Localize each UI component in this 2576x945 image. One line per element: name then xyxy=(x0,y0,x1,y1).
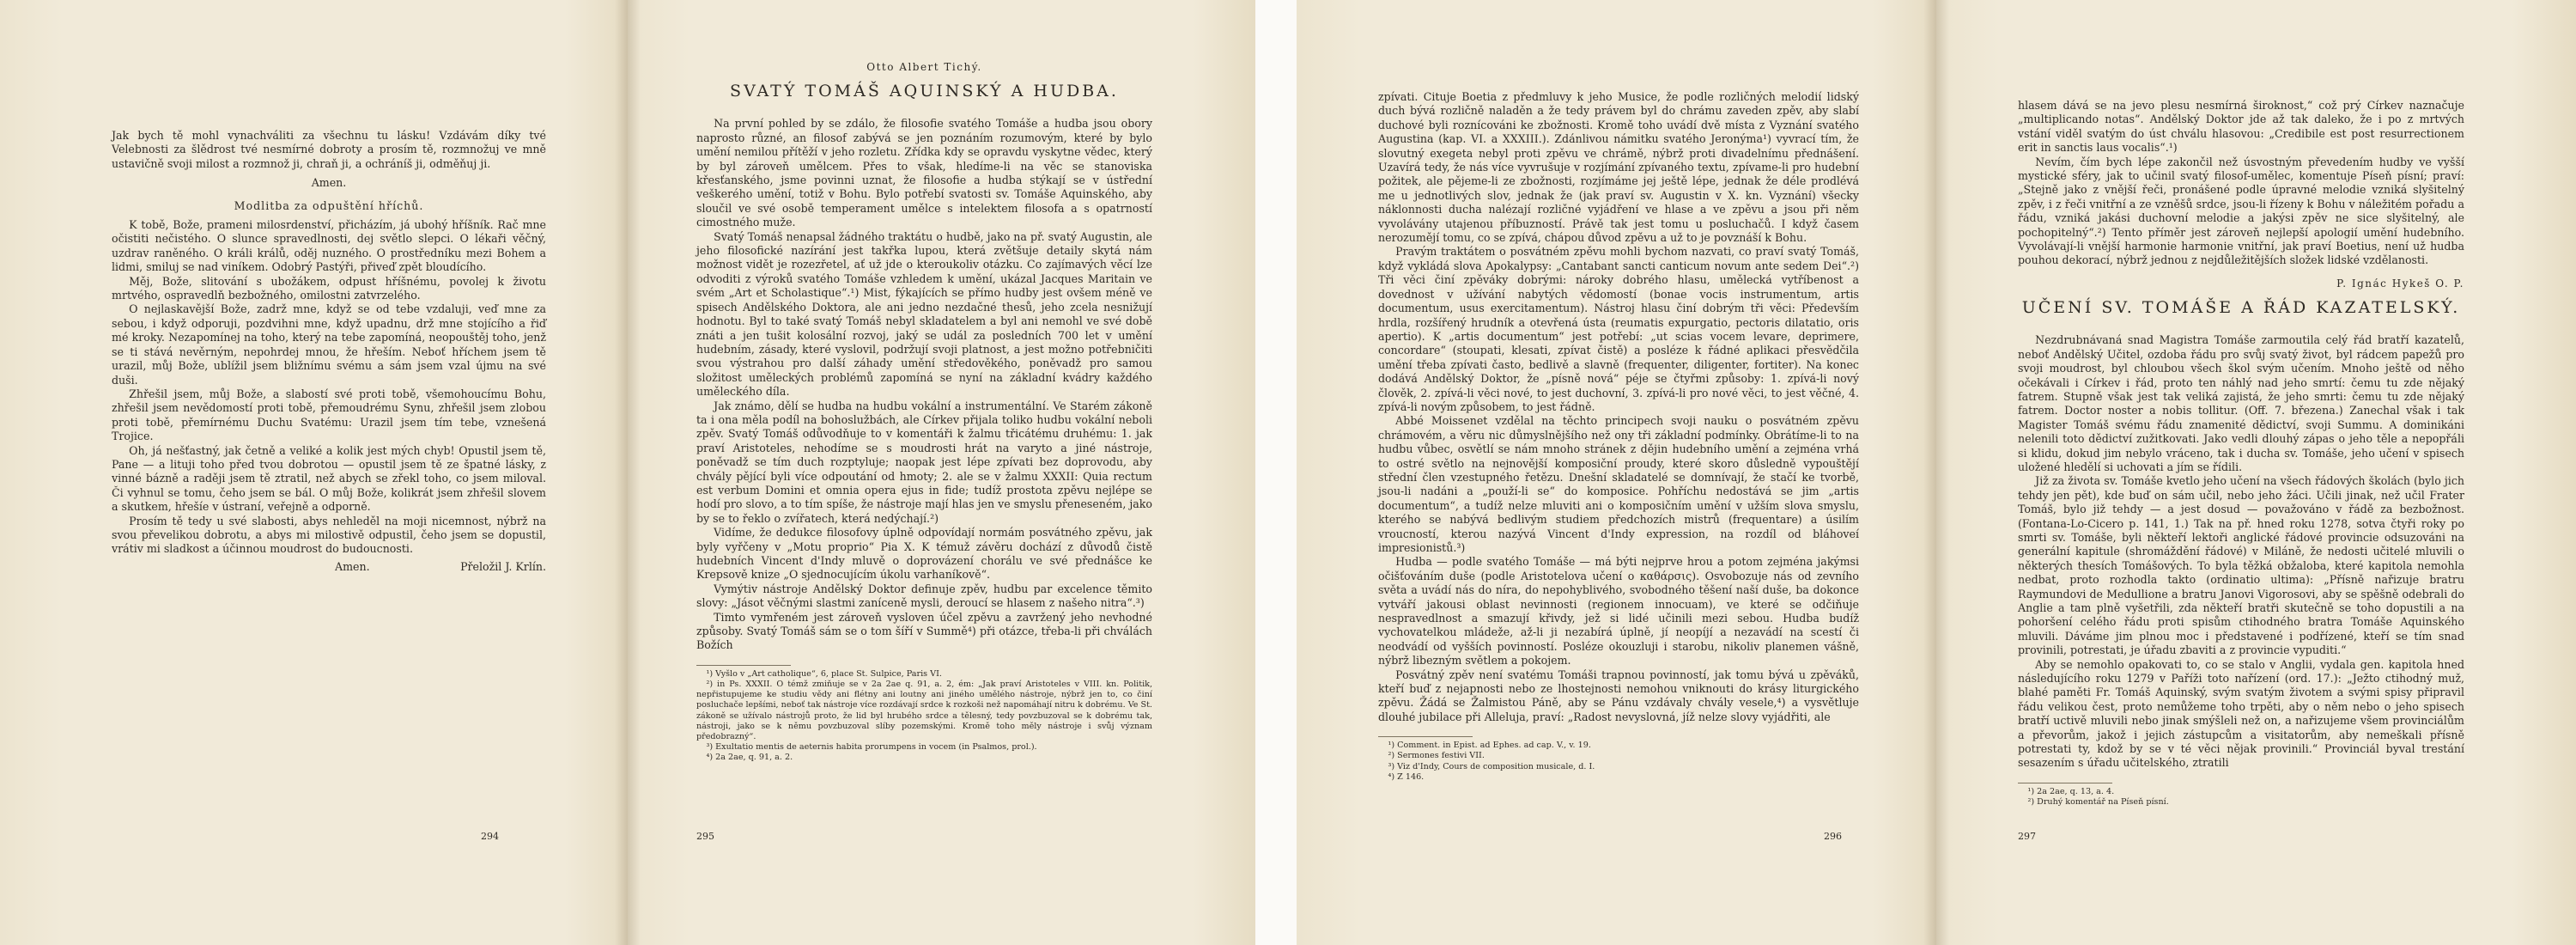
section-subhead: Modlitba za odpuštění hříchů. xyxy=(234,198,424,212)
footnotes xyxy=(1378,733,1859,783)
prayer-paragraph: Jak bych tě mohl vynachváliti za všechnu tu lásku! Vzdávám díky tvé Velebnosti za šlědrost tvé nesmírné dobroty a prosím tě, rozmnožuj ve mně ustavičně svoji milost a rozmnož ji, chraň ji, a ochráníš ji, odměňuj ji. xyxy=(112,129,546,170)
article-title: SVATÝ TOMÁŠ AQUINSKÝ A HUDBA. xyxy=(730,82,1119,101)
footnote: ⁴) 2a 2ae, q. 91, a. 2. xyxy=(706,753,793,763)
article-author: Otto Albert Tichý. xyxy=(866,61,982,73)
prayer-paragraph: Měj, Bože, slitování s ubožákem, odpust hříšnému, povolej k životu mrtvého, ospravedlň bezbožného, omilostni zatvrzelého. xyxy=(112,274,546,302)
signature-line xyxy=(112,560,546,574)
article-title: UČENÍ SV. TOMÁŠE A ŘÁD KAZATELSKÝ. xyxy=(2021,298,2461,318)
article-author: P. Ignác Hykeš O. P. xyxy=(2336,277,2464,290)
book-fold-shadow xyxy=(615,0,641,945)
prayer-paragraph: O nejlaskavější Bože, zadrž mne, když se od tebe vzdaluji, veď mne za sebou, i když odporuji, pozdvihni mne, když upadnu, drž mne stojícího a řiď mé kroky. Nezapomínej na toho, který na tebe zapomíná, neopouštěj toho, jenž se ti stává nevěrným, nepohrdej mnou, že hřeším. Neboť hříchem jsem tě urazil, můj Bože, ublížil jsem bližnímu svému a sám jsem vzal újmu na své duši. xyxy=(112,302,546,387)
article-paragraph: Nevím, čím bych lépe zakončil než úsvostným převedením hudby ve vyšší mystické sféry, jak to učinil svatý filosof-umělec, komentuje Píseň písní; praví: „Stejně jako z vnější řeči, pronášené podle úpravné melodie vzniká slyšitelný zpěv, i z řeči vnitřní a ze vzněšů srdce, jsou-li řízeny k Bohu v náležitém pořadu a řádu, vzniká jakási duchovní melodie a jakýsi zpěv ne sice slyšitelný, ale pochopitelný“.²) Tento příměr jest zároveň nejlepší apologií umění hudebního. Vyvolávají-li vnější harmonie harmonie vnitřní, jak praví Boetius, není už hudba pouhou dekorací, nýbrž jednou z nejdůležitějších složek lidské vzdělanosti. xyxy=(2018,155,2464,267)
article-paragraph: hlasem dává se na jevo plesu nesmírná široknost,“ což prý Církev naznačuje „multiplicando notas“. Andělský Doktor jde až tak daleko, že i po z mrtvých vstání viděl svatým do úst chválu hlasovou: „Credibile est post resurrectionem erit in sanctis laus vocalis“.¹) xyxy=(2018,99,2464,155)
article-paragraph: Na první pohled by se zdálo, že filosofie svatého Tomáše a hudba jsou obory naprosto různé, an filosof zabývá se jen poznáním rozumovým, které by bylo umění nemilou přítěží v jeho rozletu. Zřídka kdy se opravdu vyskytne vědec, který by byl zároveň umělcem. Přes to však, hledíme-li na věc se stanoviska křesťanského, jsme povinni uznat, že filosofie a hudba stýkají se v ústřední veškerého umění, totiž v Bohu. Bylo potřebí svatosti sv. Tomáše Aquinského, aby sloučil ve své osobě temperament umělce s intelektem filosofa a s opatrností cimostného muže. xyxy=(696,117,1152,229)
article-paragraph: Nezdrubnávaná snad Magistra Tomáše zarmoutila celý řád bratří kazatelů, neboť Andělský Učitel, ozdoba řádu pro svůj svatý život, byl rádcem papežů pro svoji moudrost, byl chloubou všech škol svým učením. Mnoho ještě od něho očekávali i Církev i řád, proto ten náhlý nad jeho smrtí: čemu tu zde nějaký fatrem. Stupně však jest tak veliká zajistá, že jeho smrti: čemu tu zde nějaký fatrem. Doctor noster a nobis tollitur. (Off. 7. březena.) Zanechal však i tak Magister Tomáš svému řádu znamenité dědictví, svoji Summu. A dominikáni nelenili toto dědictví zužitkovati. Jako vedli dlouhý zápas o jeho těle a nepopřáli si klidu, dokud jim nebylo vráceno, tak i ducha sv. Tomáše, jeho učení v spisech uložené hledělí si uchovati a jím se řídili. xyxy=(2018,333,2464,473)
prayer-paragraph: Zhřešil jsem, můj Bože, a slabostí své proti tobě, všemohoucímu Bohu, zhřešil jsem nevědomostí proti tobě, přemoudrému Synu, zhřešil jsem zlobou proti tobě, přemírnému Duchu Svatému: Urazil jsem tím tebe, vznešená Trojice. xyxy=(112,387,546,443)
page-295 xyxy=(628,0,1255,945)
page-297 xyxy=(1936,0,2576,945)
page-number: 294 xyxy=(481,830,499,842)
article-paragraph: Hudba — podle svatého Tomáše — má býti nejprve hrou a potom zejména jakýmsi očišťováním duše (podle Aristotelova učení o καθάρσις). Osvobozuje nás od zevního světa a uvádí nás do níra, do nepohyblivého, svobodného těšení naší duše, ba dokonce vytváří jakousi oblast nevinnosti (regionem innocuam), ve které se odčiňuje nespravedlnost a smazují křivdy, jež si lidé učinili mezi sebou. Hudba budíž vychovatelkou mládeže, až-li ji nezabírá úplně, jí neopíjí a nezavádí na scestí či neodvádí od vyšších povinností. Posléze okouzluji i starobu, nikoliv planemen vášně, nýbrž libezným světlem a pokojem. xyxy=(1378,555,1859,668)
prayer-paragraph: Oh, já nešťastný, jak četně a veliké a kolik jest mých chyb! Opustil jsem tě, Pane — a lituji toho před tvou dobrotou — opustil jsem tě ze špatné lásky, z vinné bázně a raději jsem tě ztratil, než abych se zřekl toho, co jsem miloval. Či vyhnul se tomu, čeho jsem se bál. O můj Bože, kolikrát jsem zhřešil slovem a skutkem, hřešíe v ústraní, veřejně a odporně. xyxy=(112,443,546,514)
footnote: ²) in Ps. XXXII. O témž zmiňuje se v 2a 2ae q. 91, a. 2, ém: „Jak praví Aristoteles v VIII. kn. Politik, nepřistupujeme ke studiu vědy ani flétny ani loutny ani jiného umělého nástroje, nýbrž jen to, co činí posluchače lepšími, neboť tak nástroje více rozdávají srdce k rozkoši než napomáhají nitru k dobrému. Ve St. zákoně se užívalo nástrojů proto, že lid byl hrubého srdce a tělesný, tedy povzbuzoval se k dobrému tak, nástroji, jako se k němu povzbuzoval slíby pozemskými. Kromě toho měly nástroje i svůj význam předobrazný“. xyxy=(696,680,1152,742)
amen-text: Amen. xyxy=(335,559,370,573)
article-paragraph: Pravým traktátem o posvátném zpěvu mohli bychom nazvati, co praví svatý Tomáš, když vykládá slova Apokalypsy: „Cantabant sancti canticum novum ante sedem Dei“.²) Tři věci činí zpěváky dobrými: nároky dobrého hlasu, umělecká vytříbenost a dovednost v užívání nabytých vědomostí (bonae vocis instrumentum, artis documentum, usus exercitamentum). Nástroj hlasu činí dobrým tři věci: Především hrdla, rozšířený hrudník a otevřená ústa (reumatis expurgatio, pectoris dilatatio, oris apertio). K „artis documentum“ jest potřebí: „ut scias vocem levare, deprimere, concordare“ (stoupati, klesati, zpívat čistě) a posléze k řádné aplikaci přesvědčila umění třeba zpívati často, bedlivě a slavně (frequenter, diligenter, fortiter). Na konec dodává Andělský Doktor, že „písně nová“ péje se čtyřmi způsoby: 1. zpívá-li nový člověk, 2. zpívá-li věci nové, to jest duchovní, 3. zpívá-li pro nové věci, to jest věčné, 4. zpívá-li novým způsobem, to jest řádně. xyxy=(1378,245,1859,413)
article-paragraph: zpívati. Cituje Boetia z předmluvy k jeho Musice, že podle rozličných melodií lidský duch bývá rozličně naladěn a že tedy právem byl do chrámu zaveden zpěv, aby slabí duchové byli roznícováni ke zbožnosti. Kromě toho uvádí dvě místa z Vyznání svatého Augustina (kap. VI. a XXXIII.). Zdánlivou námitku svatého Jeronýma¹) vyvrací tím, že slovutný exegeta nebyl proti zpěvu ve chrámě, nýbrž proti divadelnímu přednášení. Uzavírá tedy, že nás více vyvrušuje v rozjímání zpívaného textu, zpívame-li pro hudební požitek, ale pějeme-li ze zbožnosti, rozjímáme jej ještě lépe, jednak že déle prodlévá me u jednotlivých slov, jednak že (jak praví sv. Augustin v X. kn. Vyznání) všecky náklonnosti ducha nalézají rozličné vyjádření ve hlase a ve zpěvu a jsou při něm vyvolávány utajenou příbuzností. Právě tak jest tomu u posluchačů. I když časem nerozumějí tomu, co se zpívá, chápou důvod zpěvu a už to je povznáší k Bohu. xyxy=(1378,90,1859,245)
book-fold-shadow xyxy=(1923,0,1949,945)
prayer-paragraph: K tobě, Bože, prameni milosrdenství, přicházím, já ubohý hříšník. Rač mne očistiti nečistého. O slunce spravedlnosti, dej světlo slepci. O lékaři věčný, uzdrav raněného. O králi králů, oděj nuzného. O prostředníku mezi Bohem a lidmi, smiluj se nad viníkem. Odobrý Pastýři, přiveď zpět bloudícího. xyxy=(112,218,546,274)
footnotes xyxy=(696,662,1152,764)
footnote: ²) Sermones festivi VII. xyxy=(1388,751,1485,761)
article-paragraph: Vidíme, že dedukce filosofovy úplně odpovídají normám posvátného zpěvu, jak byly vyřčeny v „Motu proprio“ Pia X. K témuž závěru dochází z důvodů čistě hudebních Vincent d'Indy mluvě o doprovázení chorálu ve své přednášce ke Krepsově knize „O sjednocujícím úkolu varhaníkově“. xyxy=(696,526,1152,582)
page-number: 296 xyxy=(1824,830,1842,842)
footnote: ²) Druhý komentář na Píseň písní. xyxy=(2027,797,2169,808)
article-paragraph: Aby se nemohlo opakovati to, co se stalo v Anglii, vydala gen. kapitola hned následujícího roku 1279 v Paříži toto nařízení (ord. 17.): „Ježto ctihodný muž, blahé paměti Fr. Tomáš Aquinský, svým svatým životem a svými spisy připravil řádu velikou čest, proto nemůžeme toho trpěti, aby o něm nebo o jeho spisech bratří uctivě mluvili nebo jinak smýšleli než on, a nařizujeme všem provinciálům a převorům, jakož i jejich zástupcům a visitatorům, aby nemeškali přísně potrestati ty, kdož by se v té věci nějak provinili.“ Provinciál byval trestání sesazením s úřadu učitelského, ztratili xyxy=(2018,657,2464,770)
page-296 xyxy=(1297,0,1936,945)
article-paragraph: Timto vymřeném jest zároveň vysloven účel zpěvu a zavržený jeho nevhodné způsoby. Svatý Tomáš sám se o tom šíří v Summě⁴) při otázce, třeba-li při chválách Božích xyxy=(696,610,1152,652)
article-paragraph: Svatý Tomáš nenapsal žádného traktátu o hudbě, jako na př. svatý Augustin, ale jeho filosofické nazírání jest takřka lupou, která zvětšuje detaily skytá nám možnost vidět je rozezřetel, ať už jde o kteroukoliv otázku. Co zajímavých věcí lze odvoditi z výroků svatého Tomáše vzhledem k umění, ukázal Jacques Maritain ve svém „Art et Scholastique“.¹) Mist, fýkajících se přímo hudby jest ovšem méně ve spisech Andělského Doktora, ale ani jedno nezdačné thesů, jeho zcela nesnižují hodnotu. Byl to také svatý Tomáš nebyl skladatelem a byl ani nemohl ve své době znáti a jen tušit kolosální rozvoj, jaký se udál za posledních 700 let v umění hudebním, zásady, které vyslovil, podržují svoji platnost, a jest možno potřebničiti svou výstrahou pro další záhady umění středověkého, poněvadž pro samou složitost uměleckých problémů zapomíná se nyní na základní kvádry každého uměleckého díla. xyxy=(696,229,1152,399)
article-paragraph: Jak známo, dělí se hudba na hudbu vokální a instrumentální. Ve Starém zákoně ta i ona měla podíl na bohoslužbách, ale Církev přijala toliko hudbu vokální neboli zpěv. Svatý Tomáš odůvodňuje to v komentáři k žalmu třicátému druhému: 1. jak praví Aristoteles, nehodíme se s moudrosti hrát na varyto a jiné nástroje, poněvadž se tím duch rozptyluje; naopak jest lépe zpívati bez doprovodu, aby chvály pějící byli více odpoutání od hmoty; 2. ale se v žalmu XXXII: Quia rectum est verbum Domini et omnia opera ejus in fide; tudíž prostota zpěvu nejlépe se hodí pro slovo, a to tím spíše, že nástroje mají hlas jen ve smyslu přeneseném, jako by se to řeklo o zvířatech, která nedýchají.²) xyxy=(696,399,1152,525)
article-paragraph: Vymýtiv nástroje Andělský Doktor definuje zpěv, hudbu par excelence těmito slovy: „Jásot věčnými slastmi zaníceně mysli, deroucí se hlasem z našeho nitra“.³) xyxy=(696,582,1152,610)
page-294 xyxy=(0,0,628,945)
footnote: ¹) Comment. in Epist. ad Ephes. ad cap. V., v. 19. xyxy=(1388,741,1591,751)
amen-text: Amen. xyxy=(311,176,347,190)
article-paragraph: Již za života sv. Tomáše kvetlo jeho učení na všech řádových školách (bylo jich tehdy jen pět), kde buď on sám učil, nebo jeho žáci. Učili jinak, než učil Frater Tomáš, bylo již tehdy — a jest dosud — považováno v řádě za bezbožnost. (Fontana-Lo-Cicero p. 141, 1.) Tak na př. hned roku 1278, sotva čtyři roky po smrti sv. Tomáše, byli někteří lektoři anglické řádové provincie odsuzováni na generální kapitule (shromáždění řádové) v Miláně, že nedosti učitelé mluvili o některých thesích Tomášových. To byla těžká obžaloba, které kapitola nemohla nedbat, proto rozhodla takto (ordinatio ultima): „Přísně nařizuje bratru Raymundovi de Medullione a bratru Janovi Vigorosovi, aby se spěšně odebrali do Anglie a tam plně vyšetřili, zda někteří bratři skutečně se toho dopustili a na pohoršení celého řádu proti spisům ctihodného bratra Tomáše Aquinského mluvili. Dáváme jim plnou moc i představené i podřízené, kteří se tím snad provinili, potrestati, je úřadu zbaviti a z provincie vypuditi.“ xyxy=(2018,474,2464,657)
footnote: ⁴) Z 146. xyxy=(1388,771,1425,782)
footnote-rule xyxy=(696,665,791,666)
footnote: ³) Viz d'Indy, Cours de composition musicale, d. I. xyxy=(1388,761,1595,771)
page-number: 297 xyxy=(2018,830,2036,842)
footnote: ¹) 2a 2ae, q. 13, a. 4. xyxy=(2027,786,2115,796)
right-book-spread xyxy=(1297,0,2576,945)
prayer-paragraph: Prosím tě tedy u své slabosti, abys nehleděl na moji nicemnost, nýbrž na svou převelikou dobrotu, a abys mi milostivě odpustil, čeho jsem se dopustil, vrátiv mi sladkost a účinnou moudrost do budoucnosti. xyxy=(112,514,546,556)
article-paragraph: Abbé Moissenet vzdělal na těchto principech svoji nauku o posvátném zpěvu chrámovém, a věru nic důmyslnějšího než ony tři základní podmínky. Obrátíme-li to na hudbu vůbec, osvětlí se nám mnoho stránek z dějin hudebního umění a zejména vrhá to ostré světlo na nejnovější komposiční proudy, které skoro důsledně vypouštějí střední člen vzestupného řetězu. Dnešní skladatelé se domnívají, že stačí ke tvorbě, jsou-li nadáni a „použí-li se“ do komposice. Pohříchu nedostává se jim „artis documentum“, a tudíž nelze mluviti ani o komposičním umění v užším slova smyslu, kterého se nabývá bedlivým studiem předchozích mistrů (frequentare) a úsilím vroucností, kterou nazývá Vincent d'Indy expression, na rozdíl od bláhoveí impresionistů.³) xyxy=(1378,414,1859,554)
article-paragraph: Posvátný zpěv není svatému Tomáši trapnou povinností, jak tomu bývá u zpěváků, kteří buď z nejapnosti nebo ze lhostejnosti nemohou vniknouti do krásy liturgického zpěvu. Žádá se Žalmistou Páně, aby se Pánu vzdávaly chvály vesele,⁴) a vysvětluje dlouhé jubilace při Alleluja, praví: „Radost nevyslovná, jíž nelze slovy vyjádřiti, ale xyxy=(1378,668,1859,723)
spread-separator xyxy=(1255,0,1297,945)
left-book-spread xyxy=(0,0,1255,945)
footnotes xyxy=(2018,779,2464,808)
translator-credit: Přeložil J. Krlín. xyxy=(460,559,546,573)
footnote: ³) Exultatio mentis de aeternis habita prorumpens in vocem (in Psalmos, prol.). xyxy=(706,742,1037,753)
footnote-rule xyxy=(1378,736,1473,737)
footnote: ¹) Vyšlo v „Art catholique“, 6, place St. Sulpice, Paris VI. xyxy=(706,668,942,679)
page-number: 295 xyxy=(696,830,714,842)
